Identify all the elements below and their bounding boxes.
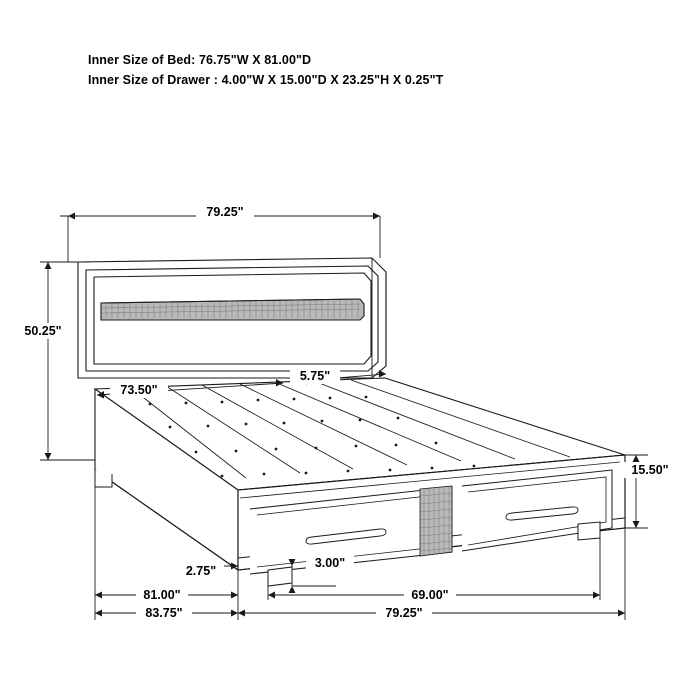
dim-footboard-height: 15.50" — [631, 463, 669, 477]
dim-headboard-height: 50.25" — [24, 324, 62, 338]
dim-foot-rail-offset: 2.75" — [185, 564, 217, 578]
spec-line-drawer: Inner Size of Drawer : 4.00"W X 15.00"D X 23.25"H X 0.25"T — [88, 73, 444, 87]
dim-overall-length: 83.75" — [145, 606, 183, 620]
dim-headboard-width: 79.25" — [206, 205, 244, 219]
dim-leg-height: 3.00" — [314, 556, 346, 570]
dim-headboard-thickness: 5.75" — [299, 369, 331, 383]
dim-drawer-span: 69.00" — [411, 588, 449, 602]
dim-deck-width: 73.50" — [120, 383, 158, 397]
dim-overall-width-bottom: 79.25" — [385, 606, 423, 620]
spec-line-bed: Inner Size of Bed: 76.75"W X 81.00"D — [88, 53, 312, 67]
headboard-group — [78, 258, 386, 378]
dim-deck-length: 81.00" — [143, 588, 181, 602]
